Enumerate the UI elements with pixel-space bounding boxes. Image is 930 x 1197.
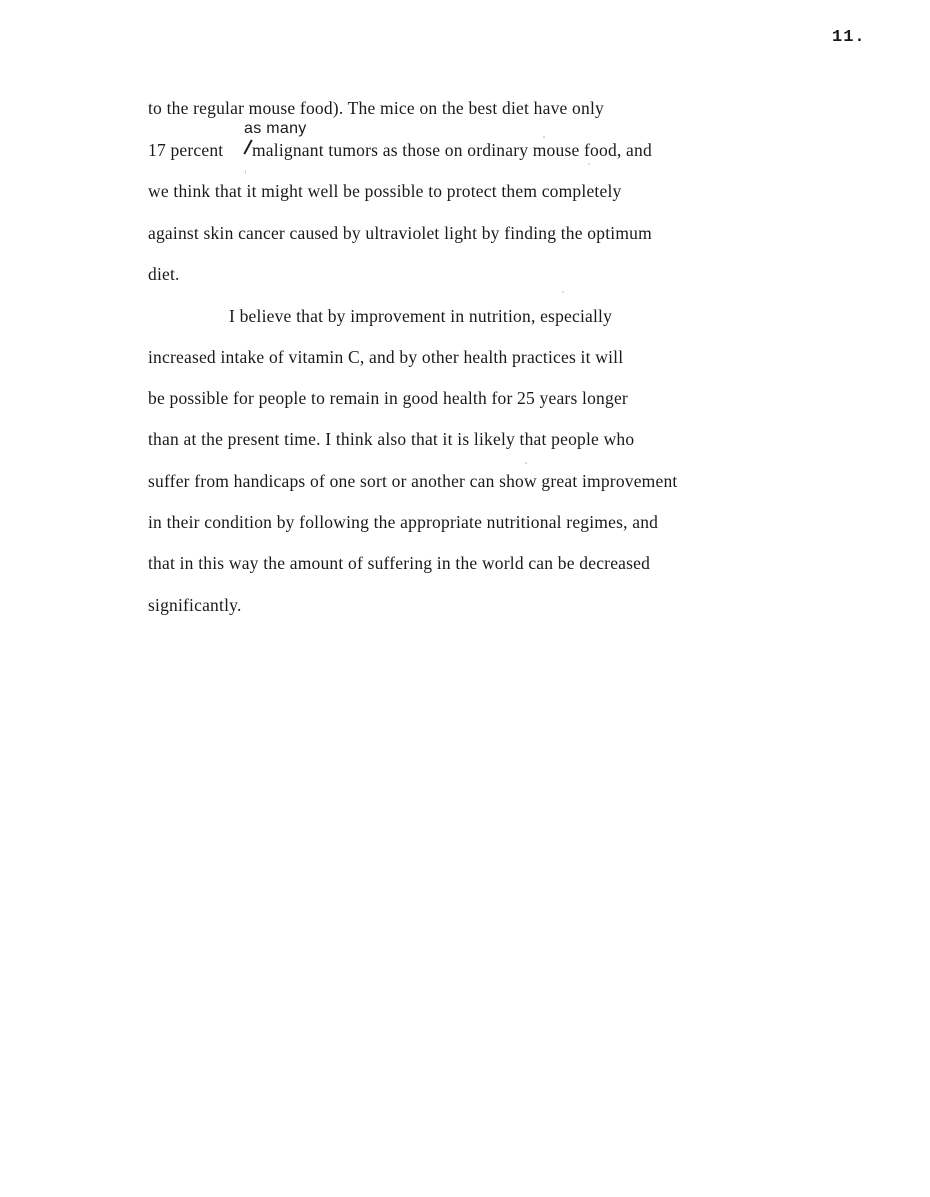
paper-speck xyxy=(588,163,590,165)
paper-speck xyxy=(543,136,545,138)
text-line-10: suffer from handicaps of one sort or another can show great improvement xyxy=(148,471,678,491)
text-line-2b: malignant tumors as those on ordinary mouse food, and xyxy=(252,140,652,160)
text-line-3: we think that it might well be possible to protect them completely xyxy=(148,181,622,201)
paper-speck xyxy=(245,170,246,174)
handwritten-insertion: as many xyxy=(244,120,307,137)
paper-speck xyxy=(525,462,527,464)
text-line-6: I believe that by improvement in nutrition, especially xyxy=(229,306,613,326)
text-line-9: than at the present time. I think also that it is likely that people who xyxy=(148,429,635,449)
text-line-1: to the regular mouse food). The mice on the best diet have only xyxy=(148,98,604,118)
page-number: 11. xyxy=(832,28,866,47)
text-line-2a: 17 percent xyxy=(148,140,224,160)
text-line-11: in their condition by following the appropriate nutritional regimes, and xyxy=(148,512,659,532)
text-line-12: that in this way the amount of suffering in the world can be decreased xyxy=(148,553,651,573)
text-line-7: increased intake of vitamin C, and by other health practices it will xyxy=(148,347,624,367)
paper-speck xyxy=(562,291,564,293)
text-line-8: be possible for people to remain in good health for 25 years longer xyxy=(148,388,628,408)
text-line-4: against skin cancer caused by ultraviolet light by finding the optimum xyxy=(148,223,652,243)
text-line-13: significantly. xyxy=(148,595,242,615)
text-line-5: diet. xyxy=(148,264,180,284)
